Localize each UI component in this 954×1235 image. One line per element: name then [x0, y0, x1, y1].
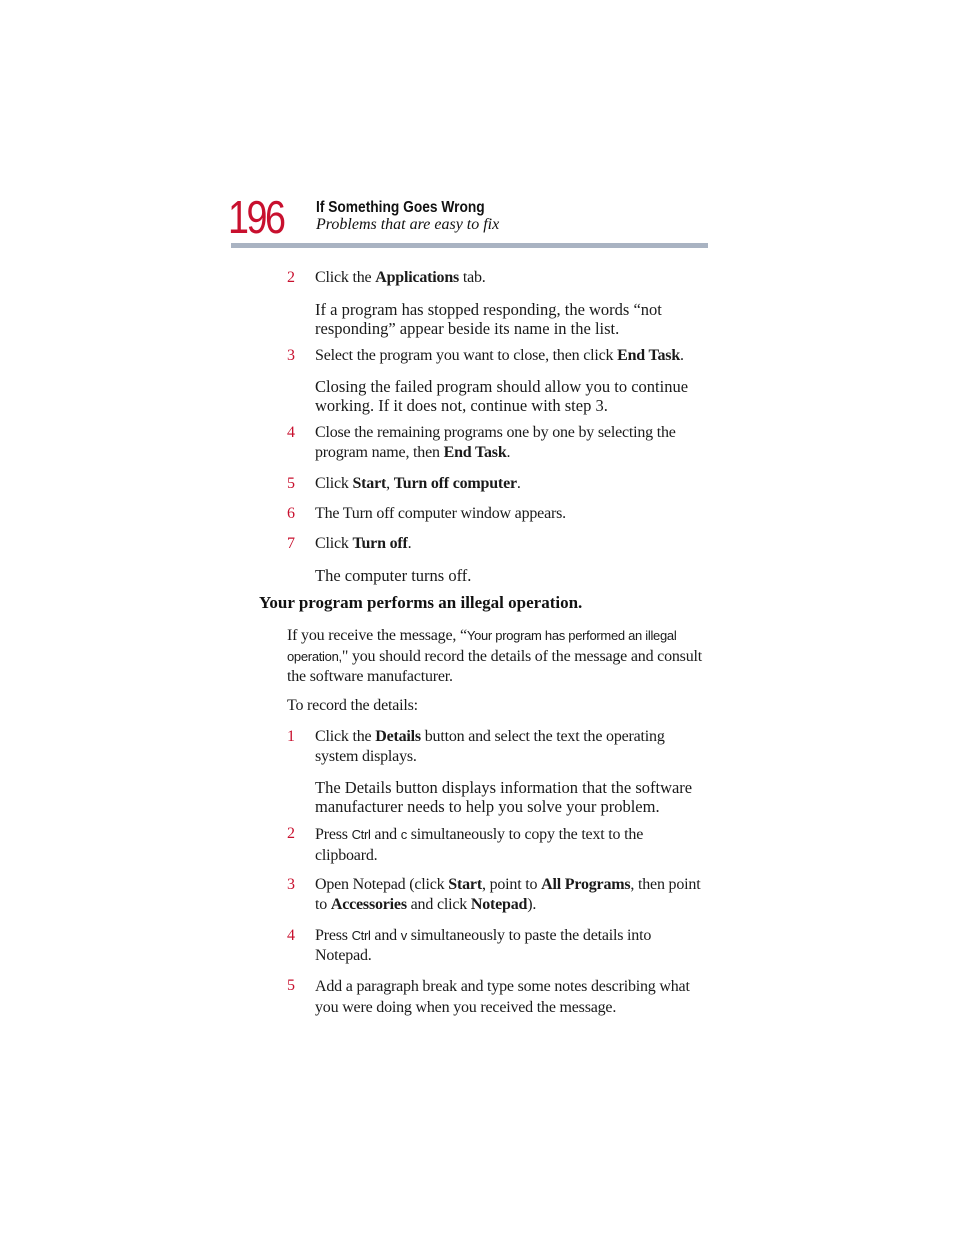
error-message-code: Your program has performed an illegal operation, [287, 628, 677, 664]
step-number: 4 [287, 424, 295, 441]
step-number: 7 [287, 535, 295, 552]
step-number: 5 [287, 977, 295, 994]
subheading: Your program performs an illegal operation. [259, 593, 583, 612]
step-number: 1 [287, 728, 295, 745]
step-number: 6 [287, 505, 295, 522]
header-rule [231, 243, 708, 248]
record-intro: To record the details: [287, 697, 418, 714]
step-text: Select the program you want to close, then click End Task. [315, 347, 684, 364]
step-number: 5 [287, 475, 295, 492]
step-note: Closing the failed program should allow you to continue working. If it does not, continue with step 3. [315, 377, 689, 415]
step-text: Press Ctrl and v simultaneously to paste the details into Notepad. [315, 927, 652, 964]
step-note: The Details button displays information that the software manufacturer needs to help you solve your problem. [315, 778, 693, 816]
step-text: Close the remaining programs one by one by selecting the program name, then End Task. [315, 424, 676, 461]
step-note: The computer turns off. [315, 566, 472, 585]
step-number: 2 [287, 825, 295, 842]
step-text: Click Start, Turn off computer. [315, 475, 521, 492]
step-number: 3 [287, 876, 295, 893]
step-number: 2 [287, 269, 295, 286]
section-title: Problems that are easy to fix [316, 216, 500, 233]
step-text: Click the Applications tab. [315, 269, 486, 286]
step-number: 3 [287, 347, 295, 364]
intro-paragraph: If you receive the message, “Your program has performed an illegal operation," you should record the details of the message and consult the software manufacturer. [287, 627, 703, 685]
step-text: Open Notepad (click Start, point to All Programs, then point to Accessories and click Notepad). [315, 876, 701, 913]
step-text: Add a paragraph break and type some notes describing what you were doing when you received the message. [315, 978, 690, 1016]
chapter-title: If Something Goes Wrong [316, 199, 485, 216]
page-number: 196 [228, 191, 284, 243]
step-text: Click Turn off. [315, 535, 412, 552]
step-text: Click the Details button and select the text the operating system displays. [315, 728, 665, 765]
step-note: If a program has stopped responding, the words “not responding” appear beside its name in the list. [315, 300, 662, 338]
step-text: Press Ctrl and c simultaneously to copy the text to the clipboard. [315, 826, 644, 864]
step-number: 4 [287, 927, 295, 944]
step-text: The Turn off computer window appears. [315, 505, 566, 522]
